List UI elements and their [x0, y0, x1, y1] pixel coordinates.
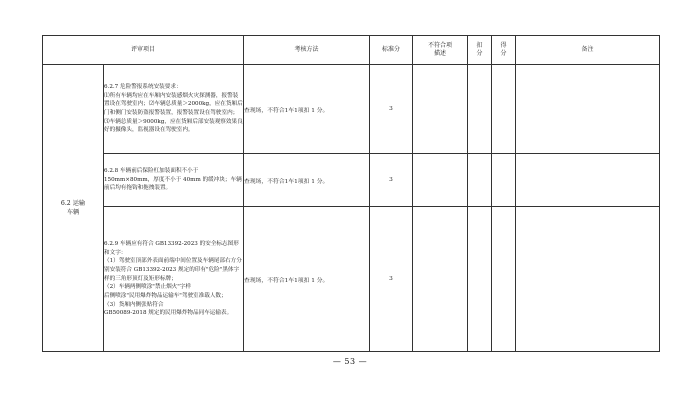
- header-deduction: 扣 分: [468, 36, 492, 65]
- remarks-cell: [516, 65, 660, 154]
- obtained-score-cell: [492, 65, 516, 154]
- description-cell: [413, 154, 468, 207]
- method-cell: 查现场，不符合1车1项扣 1 分。: [244, 207, 370, 352]
- table-row: [43, 207, 660, 352]
- obtained-score-cell: [492, 154, 516, 207]
- header-standard-score: 标准分: [370, 36, 413, 65]
- item-6-2-9: 6.2.9 车辆应有符合 GB13392-2023 的安全标志图形和文字： （1）驾驶室顶部外表面前端中间位置及车辆尾部右方分别安装符合 GB13392-2023 规定的印有"危险"黑体字样的三角形顶灯及矩形标牌； （2）车辆两侧喷涂"禁止烟火"字样 后侧喷涂"民用爆炸物品运输车"驾驶室准载人数； （3）货厢内侧张贴符合 GB50089-2018 规定的民用爆炸物品同车运输表。: [104, 207, 244, 352]
- table-row: [43, 65, 660, 154]
- page-number: — 53 —: [332, 357, 368, 366]
- deduction-cell: [468, 154, 492, 207]
- header-remarks: 备注: [516, 36, 660, 65]
- header-nonconformity-description: 不符合项 描述: [413, 36, 468, 65]
- standard-score-cell: 3: [370, 154, 413, 207]
- description-cell: [413, 207, 468, 352]
- obtained-score-cell: [492, 207, 516, 352]
- remarks-cell: [516, 154, 660, 207]
- header-assessment-method: 考核方法: [244, 36, 370, 65]
- header-review-item: 评审项目: [43, 36, 244, 65]
- table-row: [43, 154, 660, 207]
- table-header-row: [43, 36, 660, 65]
- method-cell: 查现场，不符合1车1项扣 1 分。: [244, 65, 370, 154]
- item-6-2-7: 6.2.7 危险警报系统安装要求： ⑴所有车辆均应在车厢内安装感烟火灾探测器，报警装置设在驾驶室内；⑵车辆总质量＞2000kg，应在货厢后门和侧门安装防盗报警装置，报警装置设在驾驶室内；⑶车辆总质量＞9000kg，应在货厢后部安装观察效果良好的摄像头，监视器设在驾驶室内。: [104, 65, 244, 154]
- category-cell: 6.2 运输 车辆: [43, 65, 104, 352]
- description-cell: [413, 65, 468, 154]
- review-table: [42, 35, 660, 352]
- deduction-cell: [468, 207, 492, 352]
- standard-score-cell: 3: [370, 65, 413, 154]
- item-6-2-8: 6.2.8 车辆前后保险杠加装面积不小于150mm×80mm，厚度不小于 40mm 的缓冲块；车辆前后均有拖钩和拖拽装置。: [104, 154, 244, 207]
- header-obtained-score: 得 分: [492, 36, 516, 65]
- remarks-cell: [516, 207, 660, 352]
- deduction-cell: [468, 65, 492, 154]
- standard-score-cell: 3: [370, 207, 413, 352]
- method-cell: 查现场，不符合1车1项扣 1 分。: [244, 154, 370, 207]
